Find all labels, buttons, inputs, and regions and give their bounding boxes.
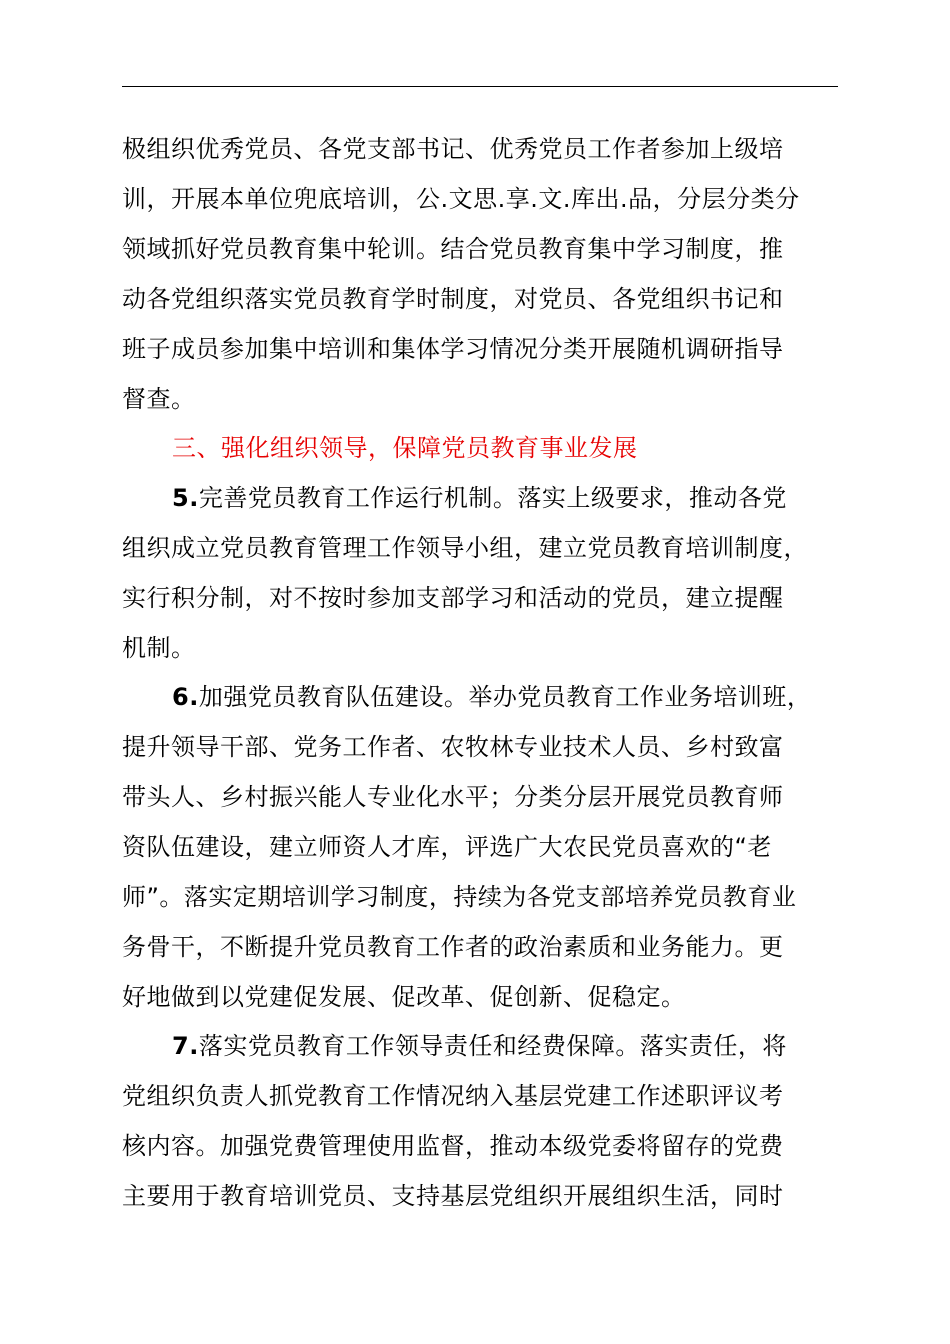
body-line: 党组织负责人抓党教育工作情况纳入基层党建工作述职评议考 <box>122 1082 784 1110</box>
body-line: 实行积分制，对不按时参加支部学习和活动的党员，建立提醒 <box>122 584 784 612</box>
paragraph-7-text: 落实党员教育工作领导责任和经费保障。落实责任，将 <box>198 1032 787 1060</box>
body-line: 好地做到以党建促发展、促改革、促创新、促稳定。 <box>122 983 686 1011</box>
body-line: 机制。 <box>122 634 196 662</box>
paragraph-6-text: 加强党员教育队伍建设。举办党员教育工作业务培训班， <box>198 683 812 711</box>
body-line: 领域抓好党员教育集中轮训。结合党员教育集中学习制度，推 <box>122 235 784 263</box>
body-line: 动各党组织落实党员教育学时制度，对党员、各党组织书记和 <box>122 285 784 313</box>
paragraph-7-first-line <box>172 1029 787 1063</box>
body-line: 班子成员参加集中培训和集体学习情况分类开展随机调研指导 <box>122 335 784 363</box>
section-heading: 三、强化组织领导，保障党员教育事业发展 <box>172 434 638 462</box>
body-line: 训，开展本单位兜底培训，公.文思.享.文.库出.品，分层分类分 <box>122 185 800 213</box>
body-line: 师”。落实定期培训学习制度，持续为各党支部培养党员教育业 <box>122 883 797 911</box>
paragraph-5-number: 5. <box>172 484 199 512</box>
body-line: 务骨干，不断提升党员教育工作者的政治素质和业务能力。更 <box>122 933 784 961</box>
body-line: 核内容。加强党费管理使用监督，推动本级党委将留存的党费 <box>122 1132 784 1160</box>
body-line: 主要用于教育培训党员、支持基层党组织开展组织生活，同时 <box>122 1182 784 1210</box>
header-rule <box>122 86 838 87</box>
paragraph-7-number: 7. <box>172 1032 199 1060</box>
body-line: 资队伍建设，建立师资人才库，评选广大农民党员喜欢的“老 <box>122 833 772 861</box>
body-line: 提升领导干部、党务工作者、农牧林专业技术人员、乡村致富 <box>122 733 784 761</box>
body-line: 极组织优秀党员、各党支部书记、优秀党员工作者参加上级培 <box>122 135 784 163</box>
paragraph-6-first-line <box>172 680 811 714</box>
paragraph-5-first-line <box>172 481 787 515</box>
body-line: 督查。 <box>122 385 196 413</box>
paragraph-6-number: 6. <box>172 683 199 711</box>
paragraph-5-text: 完善党员教育工作运行机制。落实上级要求，推动各党 <box>198 484 787 512</box>
body-line: 带头人、乡村振兴能人专业化水平；分类分层开展党员教育师 <box>122 783 784 811</box>
body-line: 组织成立党员教育管理工作领导小组，建立党员教育培训制度， <box>122 534 808 562</box>
